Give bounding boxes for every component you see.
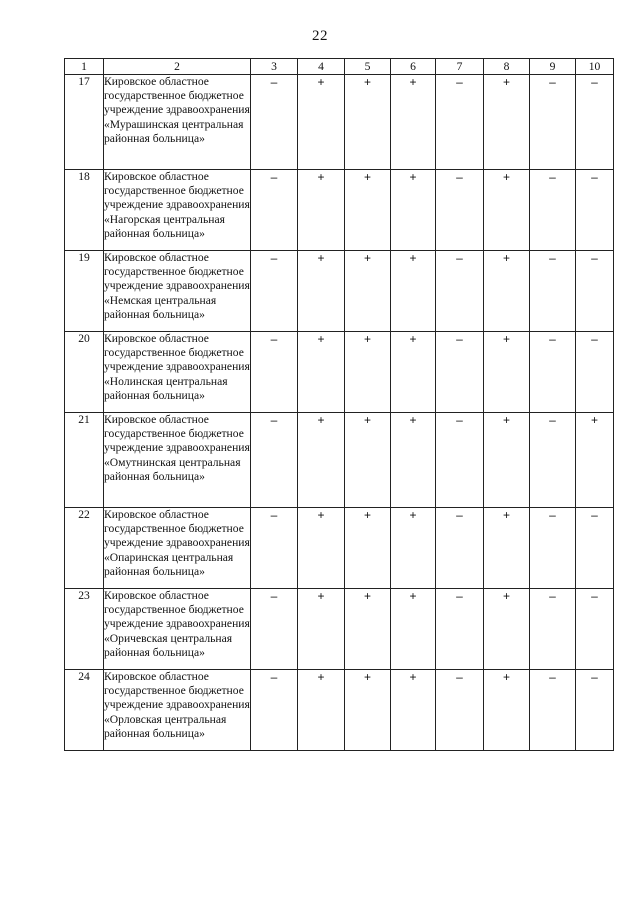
mark-cell: – bbox=[576, 508, 614, 589]
mark-cell: + bbox=[345, 251, 391, 332]
mark-cell: – bbox=[576, 251, 614, 332]
institution-name: Кировское областное государственное бюджетное учреждение здравоохранения «Нолинская центральная районная больница» bbox=[104, 332, 251, 413]
mark-cell: – bbox=[576, 332, 614, 413]
mark-cell: – bbox=[251, 75, 298, 170]
mark-cell: – bbox=[436, 508, 484, 589]
mark-cell: – bbox=[576, 589, 614, 670]
mark-cell: + bbox=[484, 508, 530, 589]
mark-cell: + bbox=[298, 508, 345, 589]
mark-cell: – bbox=[530, 170, 576, 251]
mark-cell: – bbox=[251, 589, 298, 670]
table-row bbox=[65, 332, 614, 413]
table-row bbox=[65, 170, 614, 251]
mark-cell: – bbox=[530, 75, 576, 170]
table-row bbox=[65, 75, 614, 170]
mark-cell: + bbox=[345, 413, 391, 508]
mark-cell: + bbox=[298, 413, 345, 508]
mark-cell: + bbox=[391, 75, 436, 170]
row-number: 18 bbox=[65, 170, 104, 251]
column-header: 2 bbox=[104, 59, 251, 75]
mark-cell: – bbox=[436, 413, 484, 508]
mark-cell: + bbox=[298, 170, 345, 251]
column-header: 3 bbox=[251, 59, 298, 75]
institution-name: Кировское областное государственное бюджетное учреждение здравоохранения «Оричевская центральная районная больница» bbox=[104, 589, 251, 670]
mark-cell: – bbox=[436, 75, 484, 170]
column-header: 8 bbox=[484, 59, 530, 75]
column-header: 5 bbox=[345, 59, 391, 75]
institution-name: Кировское областное государственное бюджетное учреждение здравоохранения «Омутнинская центральная районная больница» bbox=[104, 413, 251, 508]
institution-name: Кировское областное государственное бюджетное учреждение здравоохранения «Немская центральная районная больница» bbox=[104, 251, 251, 332]
column-header: 9 bbox=[530, 59, 576, 75]
mark-cell: + bbox=[345, 589, 391, 670]
mark-cell: + bbox=[345, 332, 391, 413]
mark-cell: + bbox=[484, 413, 530, 508]
mark-cell: – bbox=[251, 170, 298, 251]
mark-cell: + bbox=[298, 332, 345, 413]
mark-cell: + bbox=[345, 508, 391, 589]
institution-name: Кировское областное государственное бюджетное учреждение здравоохранения «Опаринская центральная районная больница» bbox=[104, 508, 251, 589]
header-row bbox=[65, 59, 614, 75]
row-number: 19 bbox=[65, 251, 104, 332]
mark-cell: + bbox=[391, 170, 436, 251]
institution-name: Кировское областное государственное бюджетное учреждение здравоохранения «Нагорская центральная районная больница» bbox=[104, 170, 251, 251]
mark-cell: – bbox=[436, 332, 484, 413]
column-header: 7 bbox=[436, 59, 484, 75]
mark-cell: – bbox=[251, 670, 298, 751]
mark-cell: – bbox=[436, 670, 484, 751]
mark-cell: + bbox=[298, 251, 345, 332]
table-row bbox=[65, 670, 614, 751]
mark-cell: – bbox=[530, 508, 576, 589]
mark-cell: + bbox=[484, 251, 530, 332]
row-number: 22 bbox=[65, 508, 104, 589]
mark-cell: + bbox=[298, 670, 345, 751]
mark-cell: + bbox=[298, 75, 345, 170]
mark-cell: + bbox=[391, 589, 436, 670]
mark-cell: + bbox=[484, 332, 530, 413]
table-row bbox=[65, 251, 614, 332]
table-row bbox=[65, 413, 614, 508]
mark-cell: + bbox=[391, 413, 436, 508]
mark-cell: – bbox=[436, 251, 484, 332]
table-row bbox=[65, 589, 614, 670]
mark-cell: – bbox=[576, 75, 614, 170]
mark-cell: + bbox=[484, 170, 530, 251]
page-number: 22 bbox=[312, 28, 328, 44]
mark-cell: – bbox=[530, 589, 576, 670]
institution-name: Кировское областное государственное бюджетное учреждение здравоохранения «Орловская центральная районная больница» bbox=[104, 670, 251, 751]
column-header: 4 bbox=[298, 59, 345, 75]
mark-cell: + bbox=[391, 670, 436, 751]
mark-cell: – bbox=[251, 251, 298, 332]
mark-cell: – bbox=[251, 508, 298, 589]
mark-cell: + bbox=[345, 670, 391, 751]
mark-cell: + bbox=[391, 251, 436, 332]
column-header: 1 bbox=[65, 59, 104, 75]
mark-cell: + bbox=[391, 332, 436, 413]
row-number: 23 bbox=[65, 589, 104, 670]
mark-cell: – bbox=[576, 170, 614, 251]
mark-cell: – bbox=[251, 413, 298, 508]
institutions-table bbox=[64, 58, 614, 751]
table-row bbox=[65, 508, 614, 589]
mark-cell: + bbox=[298, 589, 345, 670]
institution-name: Кировское областное государственное бюджетное учреждение здравоохранения «Мурашинская центральная районная больница» bbox=[104, 75, 251, 170]
column-header: 6 bbox=[391, 59, 436, 75]
row-number: 17 bbox=[65, 75, 104, 170]
mark-cell: – bbox=[530, 413, 576, 508]
column-header: 10 bbox=[576, 59, 614, 75]
mark-cell: + bbox=[345, 170, 391, 251]
mark-cell: – bbox=[530, 251, 576, 332]
mark-cell: + bbox=[391, 508, 436, 589]
mark-cell: + bbox=[345, 75, 391, 170]
mark-cell: – bbox=[530, 670, 576, 751]
row-number: 20 bbox=[65, 332, 104, 413]
mark-cell: + bbox=[484, 670, 530, 751]
mark-cell: – bbox=[251, 332, 298, 413]
row-number: 21 bbox=[65, 413, 104, 508]
mark-cell: + bbox=[484, 75, 530, 170]
mark-cell: – bbox=[576, 670, 614, 751]
mark-cell: – bbox=[530, 332, 576, 413]
row-number: 24 bbox=[65, 670, 104, 751]
mark-cell: – bbox=[436, 589, 484, 670]
mark-cell: + bbox=[576, 413, 614, 508]
mark-cell: + bbox=[484, 589, 530, 670]
mark-cell: – bbox=[436, 170, 484, 251]
